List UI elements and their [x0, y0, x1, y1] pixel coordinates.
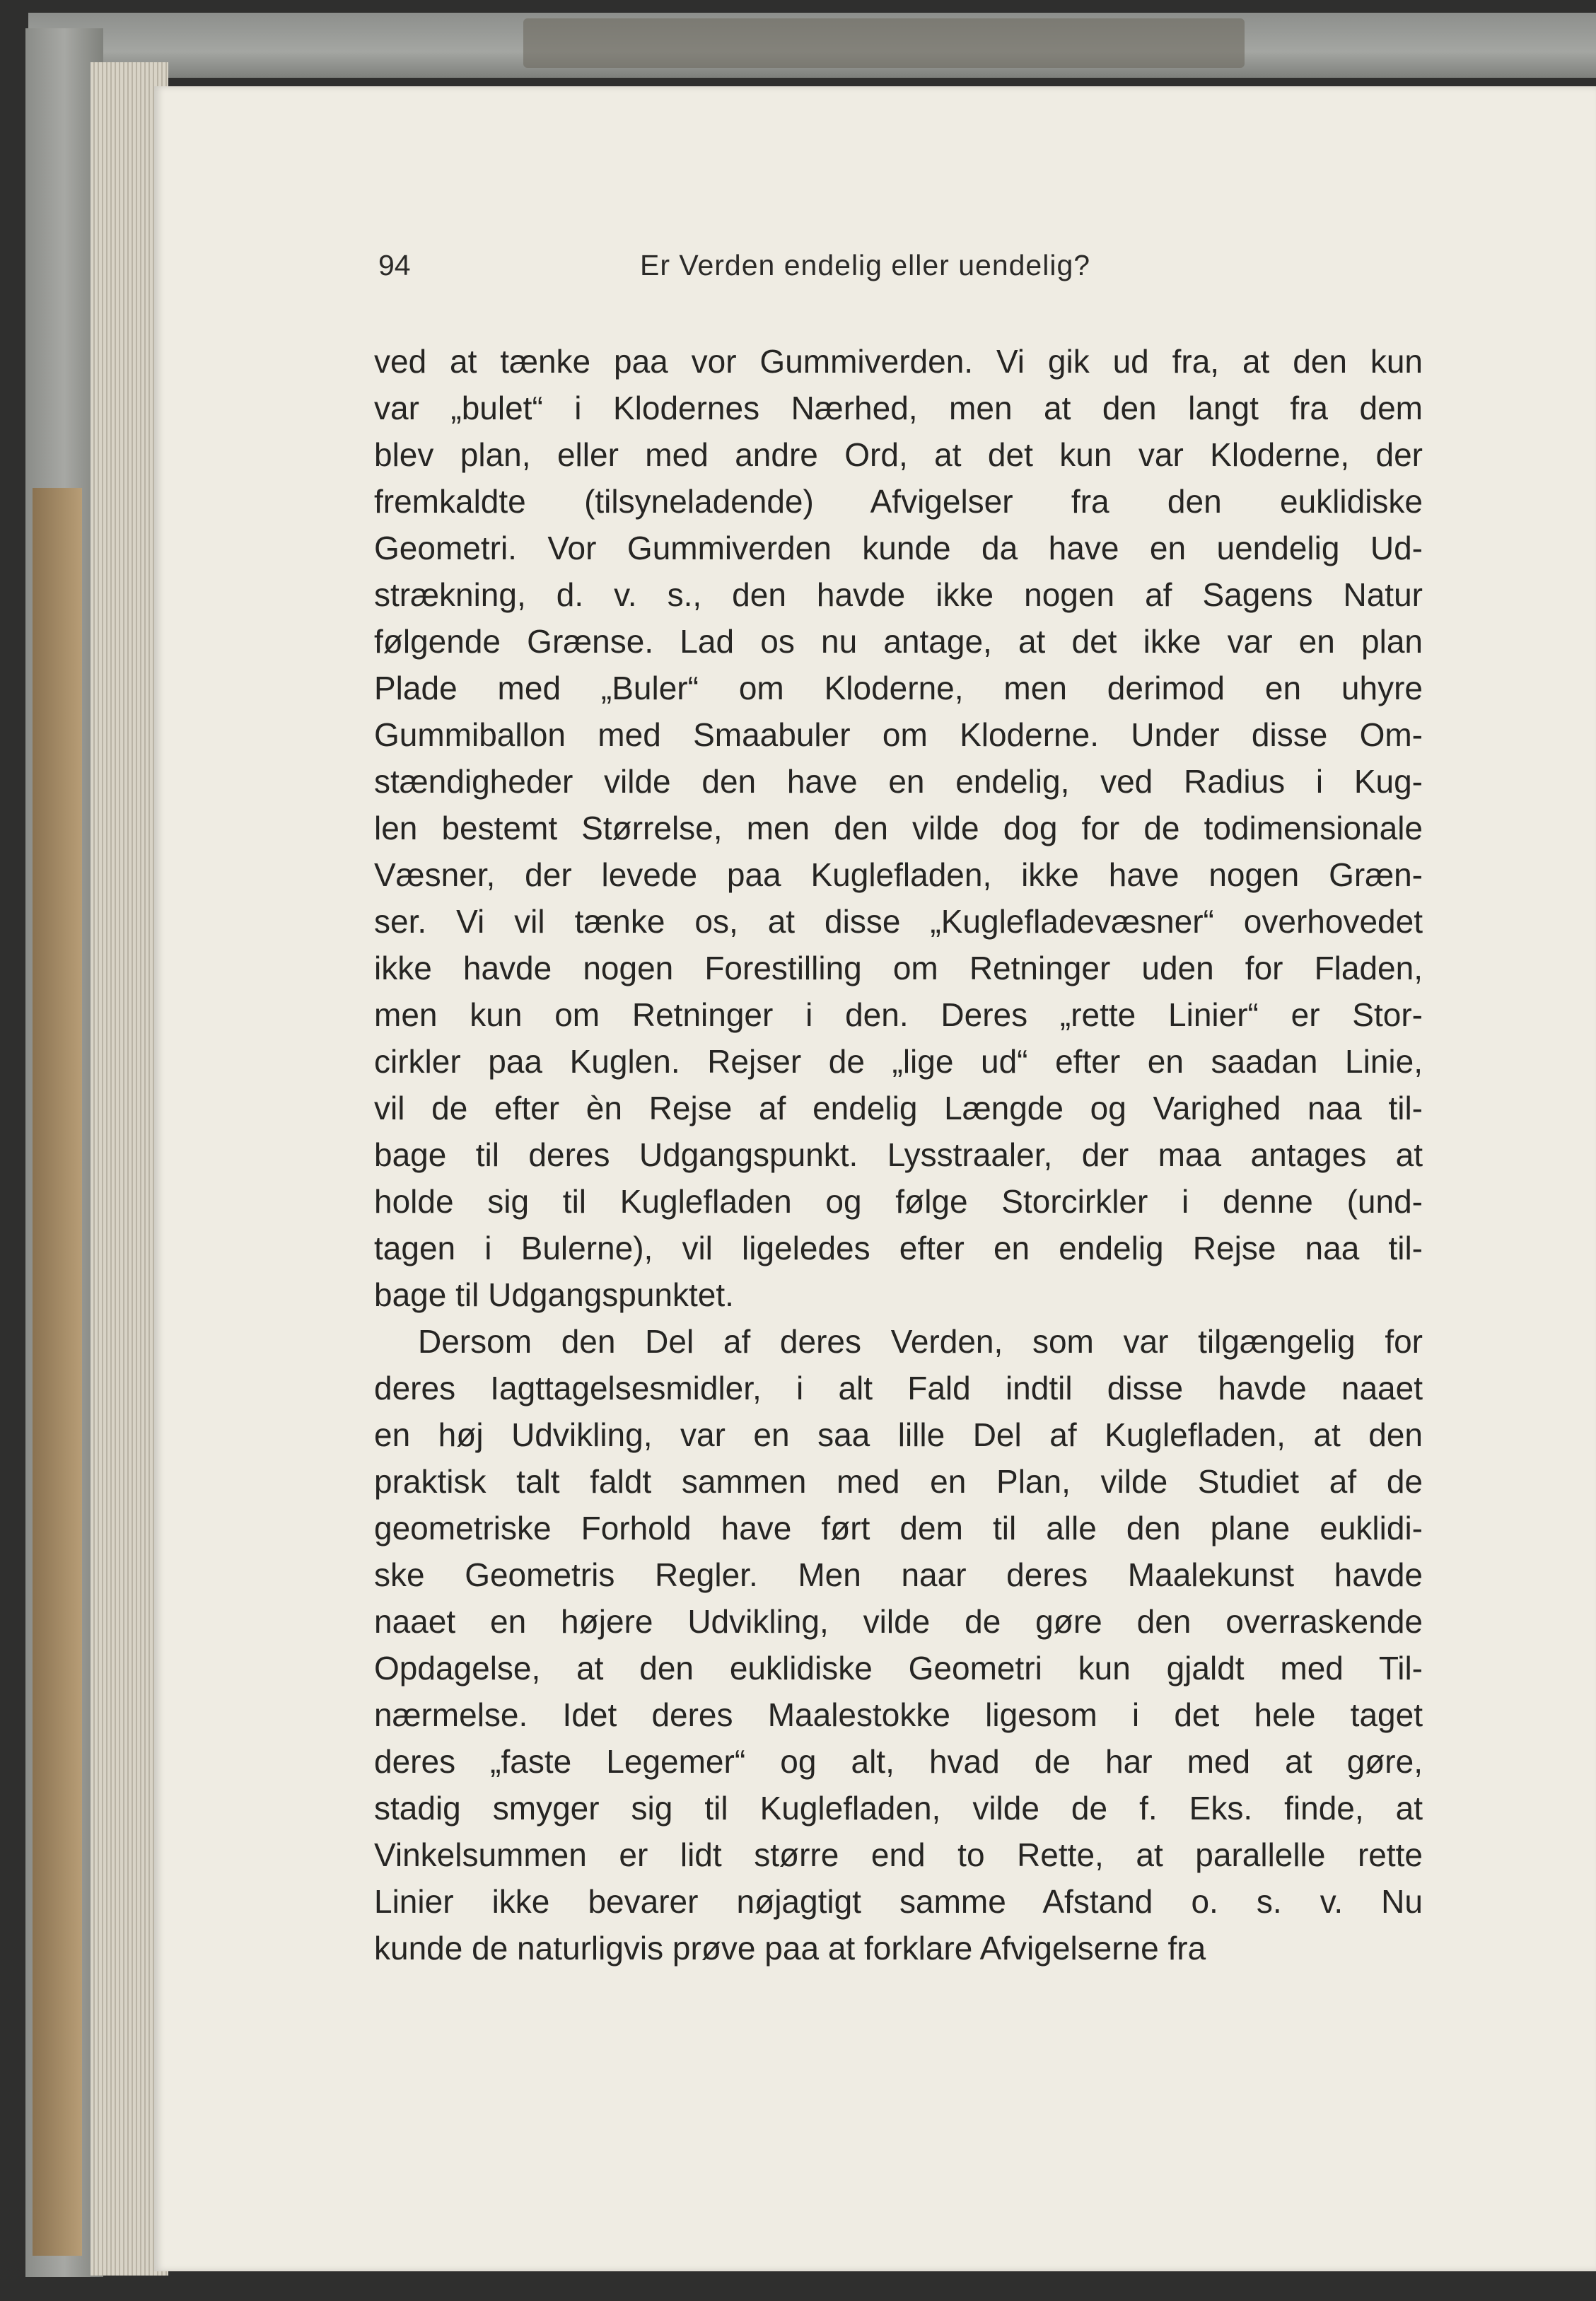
text-line: stændigheder vilde den have en endelig, ved Radius i Kug-: [374, 763, 1423, 800]
text-line: Plade med „Buler“ om Kloderne, men derimod en uhyre: [374, 670, 1423, 706]
text-line: bage til deres Udgangspunkt. Lysstraaler, der maa antages at: [374, 1136, 1423, 1173]
text-line: ikke havde nogen Forestilling om Retninger uden for Fladen,: [374, 950, 1423, 986]
page-number: 94: [378, 249, 411, 281]
text-line: len bestemt Størrelse, men den vilde dog for de todimensionale: [374, 810, 1423, 846]
text-line: men kun om Retninger i den. Deres „rette Linier“ er Stor-: [374, 996, 1423, 1033]
text-line: følgende Grænse. Lad os nu antage, at det ikke var en plan: [374, 623, 1423, 660]
text-line: cirkler paa Kuglen. Rejser de „lige ud“ efter en saadan Linie,: [374, 1043, 1423, 1080]
text-line: stadig smyger sig til Kuglefladen, vilde de f. Eks. finde, at: [374, 1790, 1423, 1827]
text-line: Opdagelse, at den euklidiske Geometri kun gjaldt med Til-: [374, 1650, 1423, 1687]
text-line: praktisk talt faldt sammen med en Plan, vilde Studiet af de: [374, 1463, 1423, 1500]
text-line: Vinkelsummen er lidt større end to Rette, at parallelle rette: [374, 1836, 1423, 1873]
text-line: geometriske Forhold have ført dem til alle den plane euklidi-: [374, 1510, 1423, 1546]
text-line: kunde de naturligvis prøve paa at forklare Afvigelserne fra: [374, 1930, 1206, 1967]
text-line: var „bulet“ i Klodernes Nærhed, men at den langt fra dem: [374, 390, 1423, 426]
text-line: ved at tænke paa vor Gummiverden. Vi gik ud fra, at den kun: [374, 343, 1423, 380]
text-line: Linier ikke bevarer nøjagtigt samme Afstand o. s. v. Nu: [374, 1883, 1423, 1920]
text-line: blev plan, eller med andre Ord, at det kun var Kloderne, der: [374, 436, 1423, 473]
text-line: nærmelse. Idet deres Maalestokke ligesom i det hele taget: [374, 1696, 1423, 1733]
page-body-text: [374, 338, 1423, 1971]
text-line: deres „faste Legemer“ og alt, hvad de har med at gøre,: [374, 1743, 1423, 1780]
text-line: deres Iagttagelsesmidler, i alt Fald indtil disse havde naaet: [374, 1370, 1423, 1406]
text-line: ske Geometris Regler. Men naar deres Maalekunst havde: [374, 1556, 1423, 1593]
text-line: strækning, d. v. s., den havde ikke nogen af Sagens Natur: [374, 576, 1423, 613]
text-line: tagen i Bulerne), vil ligeledes efter en endelig Rejse naa til-: [374, 1230, 1423, 1266]
page-header: [378, 249, 1425, 291]
text-line: Geometri. Vor Gummiverden kunde da have en uendelig Ud-: [374, 530, 1423, 566]
text-line: bage til Udgangspunktet.: [374, 1276, 734, 1313]
text-line: naaet en højere Udvikling, vilde de gøre den overraskende: [374, 1603, 1423, 1640]
text-line: en høj Udvikling, var en saa lille Del af Kuglefladen, at den: [374, 1416, 1423, 1453]
text-line: Væsner, der levede paa Kuglefladen, ikke have nogen Græn-: [374, 856, 1423, 893]
text-line: ser. Vi vil tænke os, at disse „Kuglefladevæsner“ overhovedet: [374, 903, 1423, 940]
text-line: vil de efter èn Rejse af endelig Længde og Varighed naa til-: [374, 1090, 1423, 1126]
cover-paper-edge: [33, 488, 82, 2256]
cover-stain: [523, 18, 1245, 68]
book-cover-top: [28, 13, 1596, 78]
text-line: Dersom den Del af deres Verden, som var tilgængelig for: [418, 1323, 1423, 1360]
text-line: holde sig til Kuglefladen og følge Storcirkler i denne (und-: [374, 1183, 1423, 1220]
text-line: Gummiballon med Smaabuler om Kloderne. Under disse Om-: [374, 716, 1423, 753]
running-title: Er Verden endelig eller uendelig?: [640, 249, 1091, 281]
text-line: fremkaldte (tilsyneladende) Afvigelser fra den euklidiske: [374, 483, 1423, 520]
